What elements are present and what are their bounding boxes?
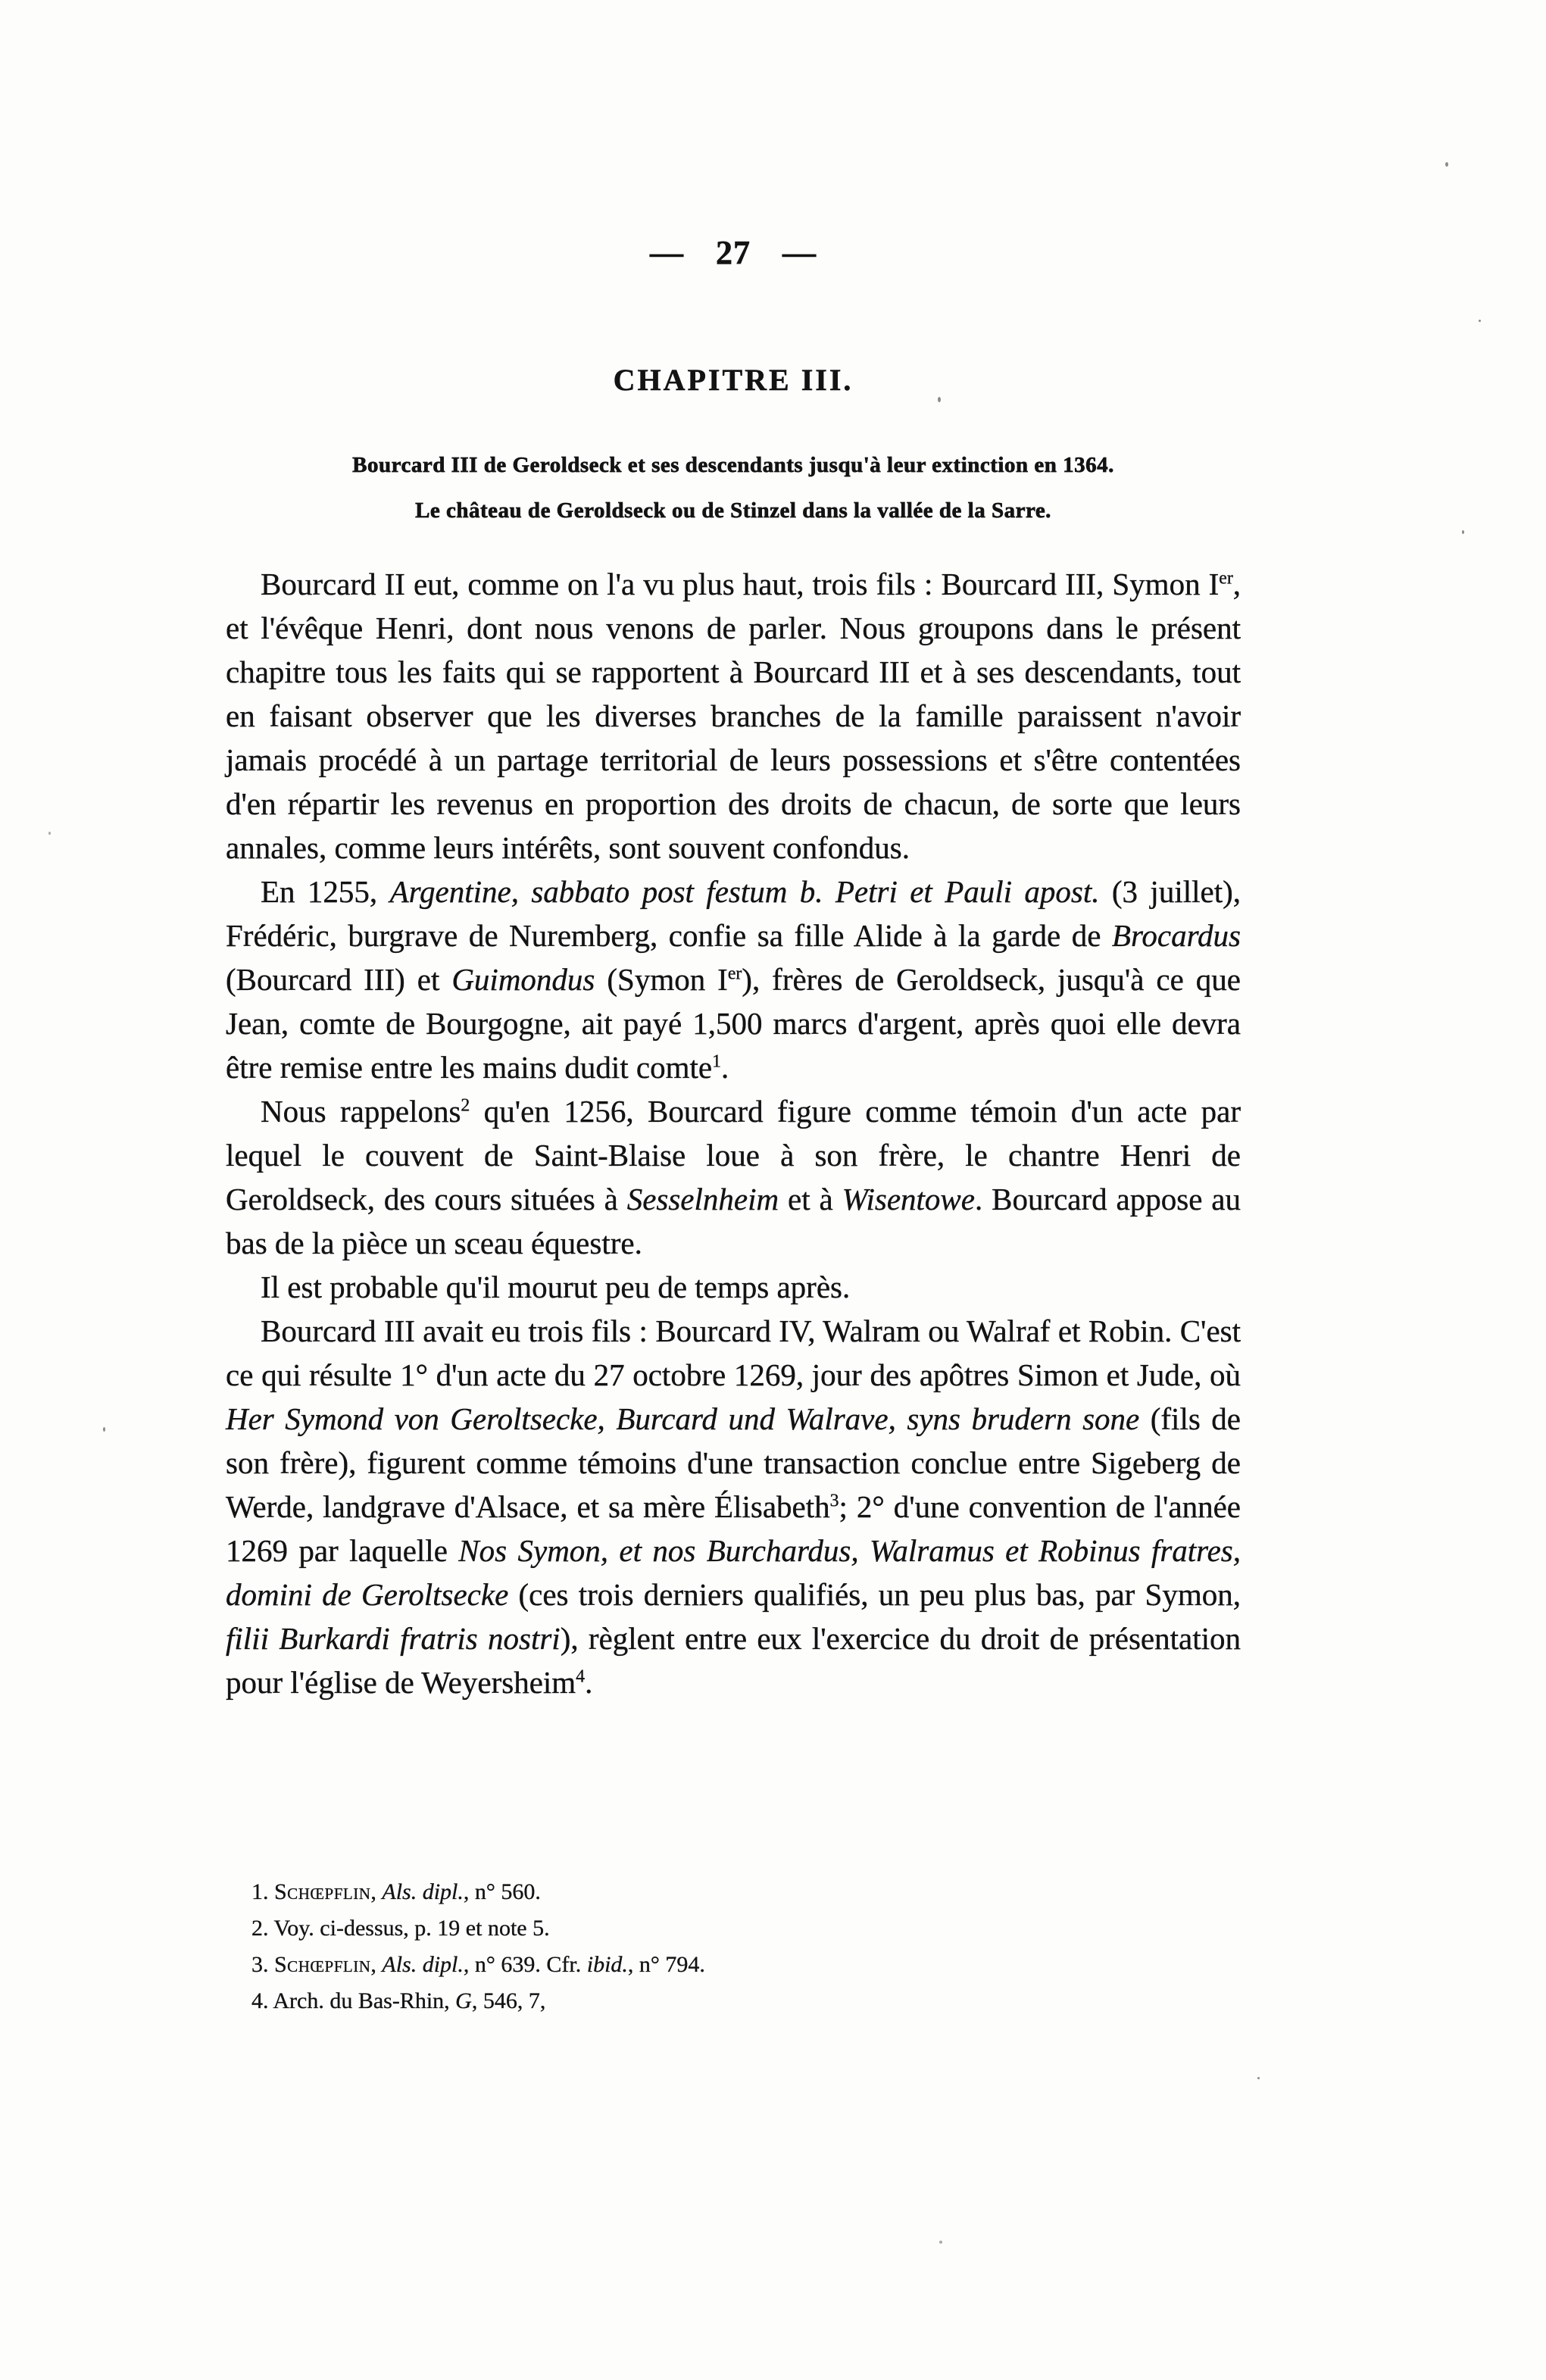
scan-speck bbox=[103, 1427, 105, 1432]
paragraph-3: Nous rappelons$^2$ qu'en 1256, Bourcard figure comme témoin d'un acte par lequel le couvent de Saint-Blaise loue à son frère, le chantre Henri de Geroldseck, des cours situées à Sesselnheim et à Wisentowe. Bourcard appose au bas de la pièce un sceau équestre. bbox=[226, 1094, 1241, 1260]
paragraph-2: En 1255, Argentine, sabbato post festum b. Petri et Pauli apost. (3 juillet), Frédéric, burgrave de Nuremberg, confie sa fille Alide à la garde de Brocardus (Bourcard III) et Guimondus (Symon Ier), frères de Geroldseck, jusqu'à ce que Jean, comte de Bourgogne, ait payé 1,500 marcs d'argent, après quoi elle devra être remise entre les mains dudit comte$^1$. bbox=[226, 874, 1241, 1085]
scan-speck bbox=[1257, 2077, 1260, 2079]
subtitle-line-1: Bourcard III de Geroldseck et ses descendants jusqu'à leur extinction en 1364. bbox=[352, 453, 1114, 477]
scan-speck bbox=[1479, 320, 1481, 322]
scan-speck bbox=[48, 832, 51, 835]
chapter-subtitle bbox=[173, 442, 1294, 533]
paragraph-5: Bourcard III avait eu trois fils : Bourcard IV, Walram ou Walraf et Robin. C'est ce qui résulte 1° d'un acte du 27 octobre 1269, jour des apôtres Simon et Jude, où Her Symond von Geroltsecke, Burcard und Walrave, syns brudern sone (fils de son frère), figurent comme témoins d'une transaction conclue entre Sigeberg de Werde, landgrave d'Alsace, et sa mère Élisabeth$^3$; 2° d'une convention de l'année 1269 par laquelle Nos Symon, et nos Burchardus, Walramus et Robinus fratres, domini de Geroltsecke (ces trois derniers qualifiés, un peu plus bas, par Symon, filii Burkardi fratris nostri), règlent entre eux l'exercice du droit de présentation pour l'église de Weyersheim$^4$. bbox=[226, 1313, 1241, 1700]
page-number: — 27 — bbox=[650, 234, 817, 271]
scan-speck bbox=[939, 2241, 942, 2244]
footnote-1: 1. Schœpflin, Als. dipl., n° 560. bbox=[251, 1879, 541, 1904]
footnotes bbox=[251, 1874, 1236, 2019]
scan-speck bbox=[1462, 530, 1464, 534]
footnote-2: 2. Voy. ci-dessus, p. 19 et note 5. bbox=[251, 1916, 550, 1941]
paragraph-4: Il est probable qu'il mourut peu de temps après. bbox=[261, 1270, 851, 1304]
body-text bbox=[226, 562, 1241, 1704]
footnote-4: 4. Arch. du Bas-Rhin, G, 546, 7, bbox=[251, 1988, 546, 2013]
subtitle-line-2: Le château de Geroldseck ou de Stinzel dans la vallée de la Sarre. bbox=[415, 498, 1051, 523]
scan-speck bbox=[938, 397, 941, 402]
paragraph-1: Bourcard II eut, comme on l'a vu plus haut, trois fils : Bourcard III, Symon Ier, et l'évêque Henri, dont nous venons de parler. Nous groupons dans le présent chapitre tous les faits qui se rapportent à Bourcard III et à ses descendants, tout en faisant observer que les diverses branches de la famille paraissent n'avoir jamais procédé à un partage territorial de leurs possessions et s'être contentées d'en répartir les revenus en proportion des droits de chacun, de sorte que leurs annales, comme leurs intérêts, sont souvent confondus. bbox=[226, 567, 1241, 865]
chapter-heading: CHAPITRE III. bbox=[613, 363, 854, 397]
scan-speck bbox=[1445, 162, 1448, 167]
footnote-3: 3. Schœpflin, Als. dipl., n° 639. Cfr. ibid., n° 794. bbox=[251, 1952, 705, 1977]
